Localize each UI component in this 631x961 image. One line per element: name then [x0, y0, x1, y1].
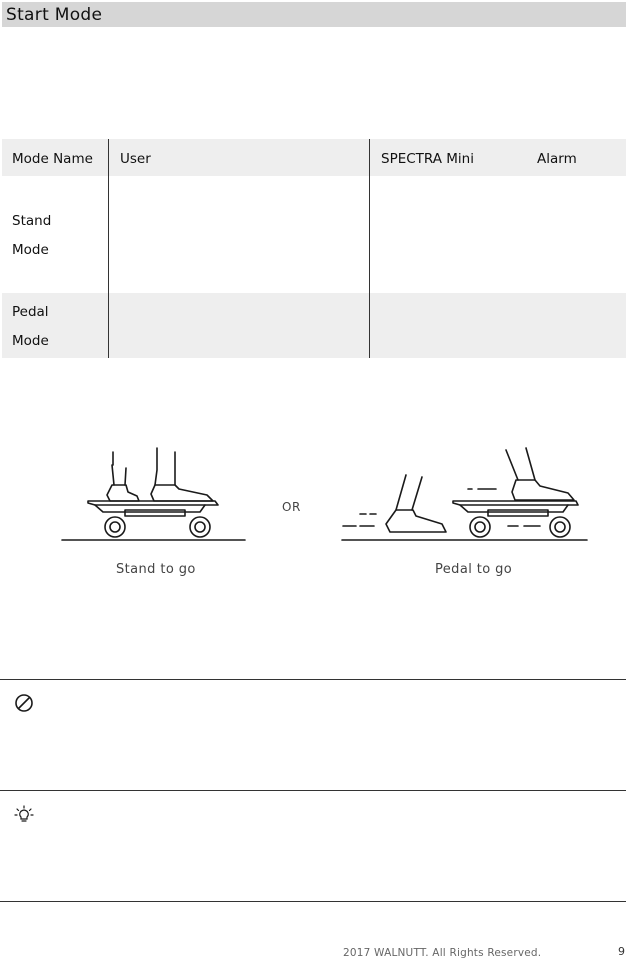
- page-title: Start Mode: [6, 5, 103, 25]
- stand-to-go-illustration: [55, 440, 255, 550]
- start-mode-table: [2, 139, 626, 358]
- mode-name-line2: Mode: [12, 333, 49, 349]
- copyright-text: 2017 WALNUTT. All Rights Reserved.: [343, 947, 542, 959]
- column-divider: [108, 139, 109, 358]
- column-header-user: User: [120, 151, 151, 167]
- column-header-alarm: Alarm: [537, 151, 577, 167]
- divider: [0, 790, 626, 791]
- mode-name-line1: Stand: [12, 213, 52, 229]
- section-title-bar: [2, 2, 626, 27]
- column-divider: [369, 139, 370, 358]
- lightbulb-icon: [14, 805, 34, 825]
- table-header-row: [2, 139, 626, 176]
- prohibited-icon: [14, 693, 34, 713]
- divider: [0, 679, 626, 680]
- divider: [0, 901, 626, 902]
- pedal-to-go-illustration: [338, 440, 593, 550]
- column-header-spectra-mini: SPECTRA Mini: [381, 151, 474, 167]
- stand-to-go-caption: Stand to go: [116, 562, 196, 577]
- page-number: 9: [618, 945, 625, 958]
- table-row: [2, 293, 626, 358]
- mode-name-line1: Pedal: [12, 304, 49, 320]
- column-header-mode-name: Mode Name: [12, 151, 93, 167]
- mode-name-line2: Mode: [12, 242, 49, 258]
- pedal-to-go-caption: Pedal to go: [435, 562, 513, 577]
- or-label: OR: [282, 500, 301, 514]
- table-row: [2, 176, 626, 293]
